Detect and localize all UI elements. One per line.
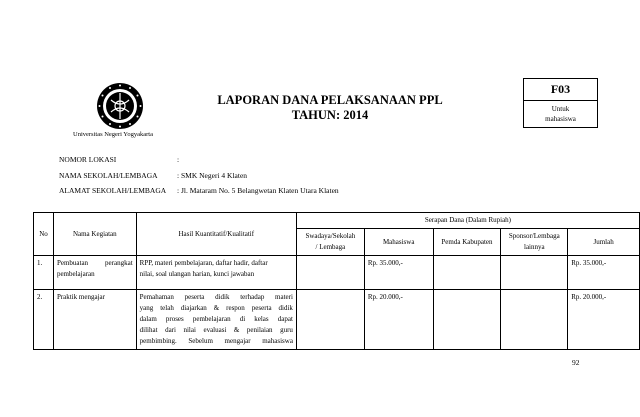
cell-kegiatan-line2: pembelajaran (56, 270, 95, 278)
cell-mahasiswa: Rp. 20.000,- (364, 290, 433, 350)
info-label: NAMA SEKOLAH/LEMBAGA (59, 171, 158, 180)
cell-hasil (136, 256, 296, 290)
report-title-line2: TAHUN: 2014 (291, 108, 369, 122)
header-hasil: Hasil Kuantitatif/Kualitatif (136, 213, 296, 256)
info-nomor-lokasi (59, 155, 181, 164)
info-alamat-sekolah (59, 186, 339, 195)
university-name: Universitas Negeri Yogyakarta (73, 131, 153, 138)
form-for-line1: Untuk (551, 105, 570, 113)
cell-swadaya (296, 256, 364, 290)
info-value: Jl. Mataram No. 5 Belangwetan Klaten Utara Klaten (181, 186, 339, 195)
report-title (200, 93, 460, 123)
cell-pemda (433, 290, 501, 350)
header-swadaya (296, 229, 364, 256)
form-code-box (523, 78, 598, 128)
cell-no: 1. (34, 256, 54, 290)
form-for-line2: mahasiswa (545, 115, 576, 123)
header-no: No (34, 213, 54, 256)
cell-pemda (433, 256, 501, 290)
table-row (34, 256, 640, 290)
cell-sponsor (501, 290, 568, 350)
header-sponsor-line1: Sponsor/Lembaga (508, 232, 560, 240)
cell-kegiatan-line1: Pembuatan perangkat (56, 259, 133, 267)
cell-mahasiswa: Rp. 35.000,- (364, 256, 433, 290)
info-value: SMK Negeri 4 Klaten (181, 171, 248, 180)
cell-hasil-line4: dilihat dari nilai evaluasi & penilaian guru (139, 326, 293, 334)
form-code: F03 (524, 79, 597, 101)
header-mahasiswa: Mahasiswa (364, 229, 433, 256)
info-sep: : (177, 155, 180, 164)
header-sponsor (501, 229, 568, 256)
cell-hasil (136, 290, 296, 350)
cell-kegiatan (53, 256, 136, 290)
university-logo-icon (96, 82, 144, 130)
cell-no: 2. (34, 290, 54, 350)
cell-hasil-line5: pembimbing. Sebelum mengajar mahasiswa (139, 337, 293, 345)
report-title-line1: LAPORAN DANA PELAKSANAAN PPL (217, 93, 443, 107)
page-number: 92 (572, 358, 580, 367)
cell-sponsor (501, 256, 568, 290)
cell-hasil-line3: dalam proses pembelajaran di kelas dapat (139, 315, 293, 323)
header-sponsor-line2: lainnya (524, 243, 545, 251)
cell-jumlah: Rp. 20.000,- (568, 290, 640, 350)
cell-hasil-line1: RPP, materi pembelajaran, daftar hadir, daftar (139, 259, 268, 267)
header-swadaya-line2: / Lembaga (315, 243, 346, 251)
cell-hasil-line1: Pemahaman peserta didik terhadap materi (139, 293, 293, 301)
cell-kegiatan: Praktik mengajar (53, 290, 136, 350)
cell-jumlah: Rp. 35.000,- (568, 256, 640, 290)
cell-swadaya (296, 290, 364, 350)
header-jumlah: Jumlah (568, 229, 640, 256)
cell-hasil-line2: nilai, soal ulangan harian, kunci jawaban (139, 270, 255, 278)
header-swadaya-line1: Swadaya/Sekolah (305, 232, 356, 240)
info-nama-sekolah (59, 171, 247, 180)
info-sep: : (177, 186, 180, 195)
table-row (34, 290, 640, 350)
header-pemda: Pemda Kabupaten (433, 229, 501, 256)
header-kegiatan: Nama Kegiatan (53, 213, 136, 256)
header-serapan-dana: Serapan Dana (Dalam Rupiah) (296, 213, 639, 229)
info-label: ALAMAT SEKOLAH/LEMBAGA (59, 186, 167, 195)
info-label: NOMOR LOKASI (59, 155, 117, 164)
fund-report-table (33, 212, 640, 350)
info-sep: : (177, 171, 180, 180)
cell-hasil-line2: yang telah diajarkan & respon peserta didik (139, 304, 293, 312)
form-for (524, 104, 597, 124)
